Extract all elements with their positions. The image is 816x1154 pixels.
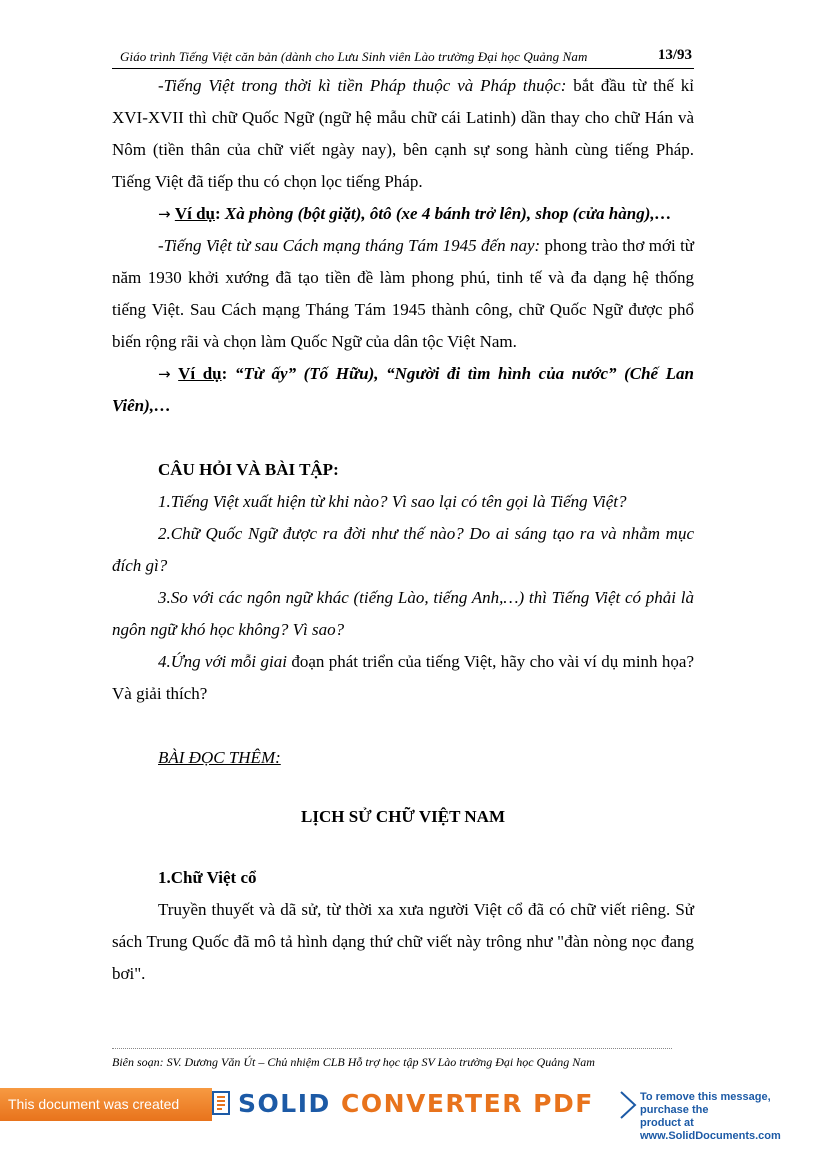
paragraph-french-period [112, 70, 694, 198]
paragraph-text: phong trào thơ mới từ năm 1930 khởi xướng đã tạo tiền đề làm phong phú, tinh tế và đa dạng hệ thống tiếng Việt. Sau Cách mạng Tháng Tám 1945 thành công, chữ Quốc Ngữ được phổ biến rộng rãi và chọn làm Quốc Ngữ của dân tộc Việt Nam. [112, 236, 695, 351]
footer-divider [112, 1048, 672, 1049]
arrow-icon: → [158, 205, 171, 223]
paragraph-ancient-script: Truyền thuyết và dã sử, từ thời xa xưa người Việt cổ đã có chữ viết riêng. Sử sách Trung Quốc đã mô tả hình dạng thứ chữ viết này trông như "đàn nòng nọc đang bơi". [112, 900, 694, 983]
converter-banner [0, 1087, 816, 1145]
question-4 [112, 646, 694, 710]
example-text: Xà phòng (bột giặt), ôtô (xe 4 bánh trở lên), shop (cửa hàng),… [220, 204, 672, 223]
question-2: 2.Chữ Quốc Ngữ được ra đời như thế nào? Do ai sáng tạo ra và nhằm mục đích gì? [112, 524, 694, 575]
question-1: 1.Tiếng Việt xuất hiện từ khi nào? Vì sao lại có tên gọi là Tiếng Việt? [158, 492, 627, 511]
purchase-line-1: To remove this message, purchase the [640, 1091, 771, 1116]
example-label: Ví dụ [174, 204, 215, 223]
read-more-heading: BÀI ĐỌC THÊM: [158, 748, 281, 767]
page-number: 13/93 [657, 47, 692, 63]
purchase-line-2: product at www.SolidDocuments.com [640, 1117, 781, 1142]
arrow-icon: → [158, 365, 171, 383]
document-body [112, 70, 694, 990]
paragraph-label: -Tiếng Việt trong thời kì tiền Pháp thuộc và Pháp thuộc: [158, 76, 567, 95]
example-line [112, 198, 694, 230]
paragraph-after-1945 [112, 230, 694, 358]
brand-name [238, 1089, 594, 1119]
footer-credit: Biên soạn: SV. Dương Văn Út – Chủ nhiệm CLB Hỗ trợ học tập SV Lào trường Đại học Quảng Nam [112, 1055, 595, 1069]
banner-created-text: This document was created using [0, 1088, 212, 1121]
example-colon: : [215, 204, 221, 223]
example-text: “Từ ấy” (Tố Hữu), “Người đi tìm hình của nước” (Chế Lan Viên),… [112, 364, 694, 415]
document-logo-icon [212, 1091, 232, 1117]
example-colon: : [221, 364, 228, 383]
questions-heading: CÂU HỎI VÀ BÀI TẬP: [158, 460, 339, 479]
purchase-link[interactable] [640, 1091, 816, 1143]
brand-initial-c: C [340, 1089, 361, 1118]
section-title: LỊCH SỬ CHỮ VIỆT NAM [300, 807, 506, 826]
brand-pdf: PDF [533, 1089, 594, 1118]
document-title: Giáo trình Tiếng Việt căn bản (dành cho Lưu Sinh viên Lào trường Đại học Quảng Nam [120, 49, 588, 64]
example-line [112, 358, 694, 422]
paragraph-text: bắt đầu từ thế kỉ XVI-XVII thì chữ Quốc Ngữ (ngữ hệ mẫu chữ cái Latinh) dần thay cho chữ Hán và Nôm (tiền thân của chữ viết ngày nay), bên cạnh sự song hành cùng tiếng Pháp. Tiếng Việt đã tiếp thu có chọn lọc tiếng Pháp. [112, 76, 694, 191]
example-label: Ví dụ [178, 364, 222, 383]
brand-onverter: ONVERTER [360, 1089, 534, 1118]
sub-heading: 1.Chữ Việt cổ [158, 868, 257, 887]
question-4-rest: đoạn phát triển của tiếng Việt, hãy cho vài ví dụ minh họa? Và giải thích? [112, 652, 695, 703]
brand-initial-s: S [238, 1089, 258, 1118]
question-4-italic: 4.Ứng với mỗi giai [158, 652, 287, 671]
brand-olid: OLID [257, 1089, 341, 1118]
chevron-right-icon [618, 1090, 638, 1120]
question-3: 3.So với các ngôn ngữ khác (tiếng Lào, tiếng Anh,…) thì Tiếng Việt có phải là ngôn ngữ khó học không? Vì sao? [112, 588, 694, 639]
paragraph-label: -Tiếng Việt từ sau Cách mạng tháng Tám 1945 đến nay: [158, 236, 541, 255]
page-header [112, 44, 694, 69]
